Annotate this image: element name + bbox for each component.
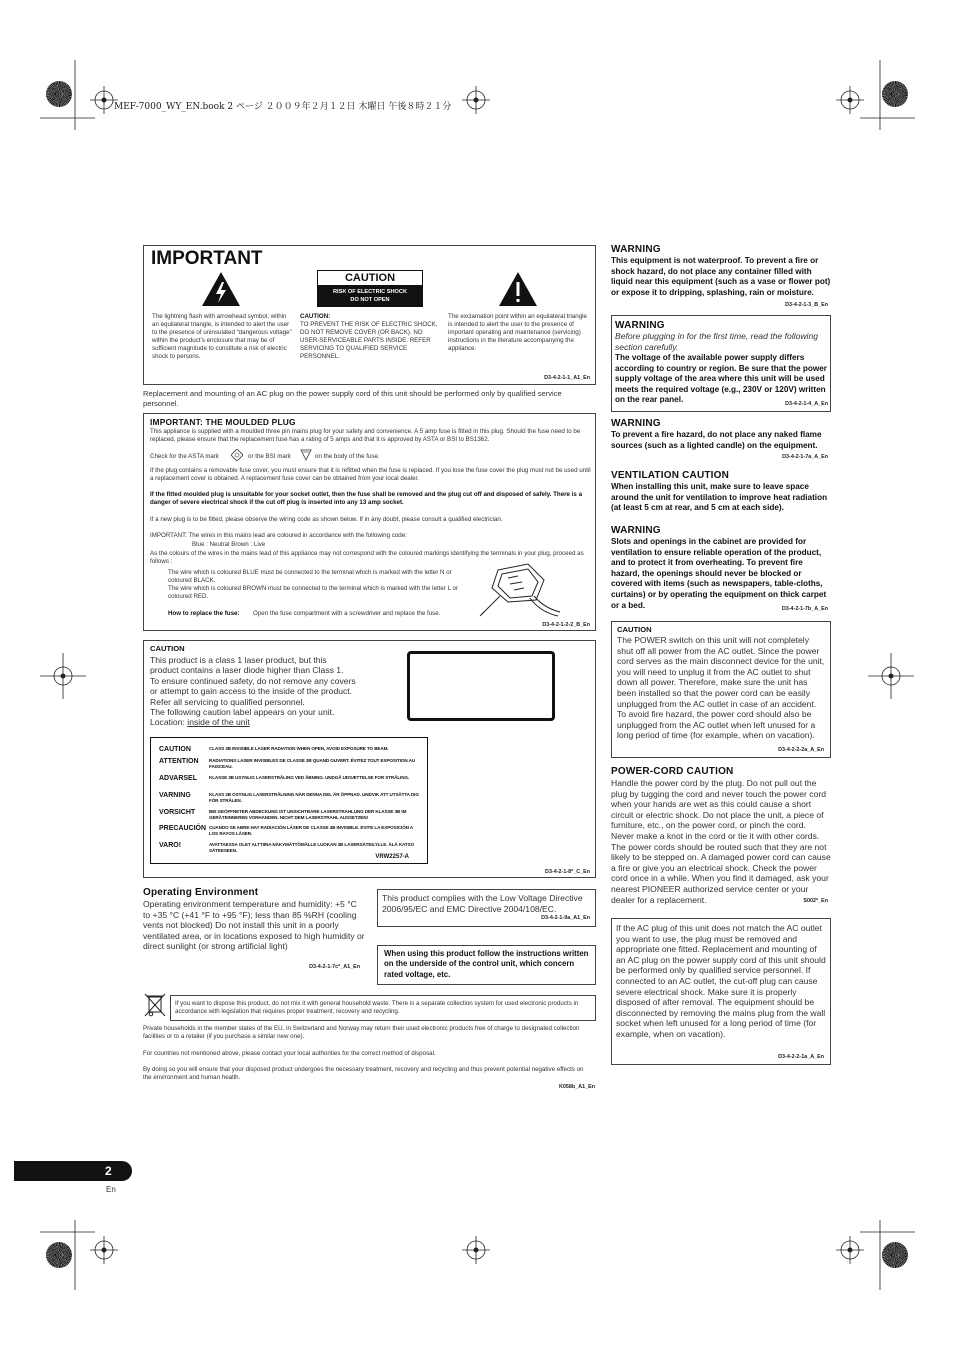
wheelie-bin-crossed-icon [143,992,167,1018]
plug-p6b: Blue : Neutral Brown : Live [192,541,266,548]
laser-location-value: inside of the unit [187,717,250,728]
plug-title: IMPORTANT: THE MOULDED PLUG [150,417,296,427]
warning-3-code: D3-4-2-1-7a_A_En [782,454,828,460]
laser-text-block [150,655,400,728]
important-code: D3-4-2-1-1_A1_En [544,375,590,381]
power-switch-caution-head: CAUTION [617,625,652,634]
warning-2-code: D3-4-2-1-4_A_En [785,401,828,407]
warning-4-head: WARNING [611,525,661,536]
lvd-code: D3-4-2-1-9a_A1_En [541,915,590,921]
laser-warning-label: CAUTION CLASS 3B INVISIBLE LASER RADIATION WHEN OPEN, AVOID EXPOSURE TO BEAM. ATTENTION RADIATIONS LASER INVISIBLES DE CLASSE 3B QUAND OUVERT. ÉVITEZ TOUT EXPOSITION AU FAISCEAU. ADVARSEL KLASSE 3B USYNLIG LASERSTRÅLING VED ÅBNING. UNDGÅ UDSÆTTELSE FOR STRÅLING. VARNING KLASS 3B OSYNLIG LASERSTRÅLNING NÄR DENNA DEL ÄR ÖPPNAD. UNDVIK ATT UTSÄTTA DIG FÖR STRÅLEN. VORSICHT BEI GEÖFFNETER ABDECKUNG IST UNSICHTBARE LASERSTRAHLUNG DER KLASSE 3B IM GERÄTEINNEREN VORHANDEN. NICHT DEM LASERSTRAHL AUSSETZEN! PRECAUCIÓN CUANDO SE ABRE HAY RADIACIÓN LÁSER DE CLASSE 3B INVISIBLE. EVITE LA EXPOSICIÓN A LOS RAYOS LÁSER. VARO! AVATTAESSA OLET ALTTIINA NÄKYMÄTTÖMÄLLE LUOKAN 3B LASERSÄTEILYLLE. ÄLÄ KATSO SÄTEESEEN. VRW2257-A [150,737,428,864]
laser-line-4: or attempt to gain access to the inside of the product. [150,686,353,697]
plug-asta-a: Check for the ASTA mark [150,453,220,460]
page-lang: En [106,1185,116,1194]
laser-line-6: The following caution label appears on your unit. [150,707,335,718]
exclamation-explanation: The exclamation point within an equilateral triangle is intended to alert the user to the presence of important operating and maintenance (servicing) instructions in the literature accompanying the appliance. [448,313,587,352]
plug-how-text: Open the fuse compartment with a screwdriver and replace the fuse. [253,610,441,617]
ventilation-head: VENTILATION CAUTION [611,470,730,481]
plug-p4: If the fitted moulded plug is unsuitable for your socket outlet, then the fuse shall be removed and the plug cut off and disposed of safely. There is a danger of severe electrical shock if the cut off plug is inserted into any 13 amp socket. [150,491,583,506]
warning-3-head: WARNING [611,418,661,429]
disposal-code: K058b_A1_En [559,1084,595,1090]
plug-wire-blue: The wire which is coloured BLUE must be connected to the terminal which is marked with the letter N or coloured BLACK. [168,569,452,584]
laser-line-5: Refer all servicing to qualified personnel. [150,696,305,707]
replacement-text: Replacement and mounting of an AC plug on the power supply cord of this unit should be performed only by qualified service personnel. [143,389,562,408]
uk-plug-illustration [478,560,562,620]
warning-2-head: WARNING [615,320,665,331]
plug-asta-c: on the body of the fuse. [315,453,380,460]
caution-label-sub2: DO NOT OPEN [350,297,390,303]
bsi-mark-icon [300,449,312,461]
laser-line-2: product contains a laser diode higher than Class 1. [150,665,344,676]
plug-asta-b: or the BSI mark [248,453,291,460]
book-header: MEF-7000_WY_EN.book 2 ページ ２００９年２月１２日 木曜日 午後８時２１分 [114,102,452,112]
power-cord-code: S002*_En [803,898,828,904]
warning-4-text: Slots and openings in the cabinet are provided for ventilation to ensure reliable operation of the product, and to protect it from overheating. To prevent fire hazard, the openings should never be blocked or covered with items (such as newspapers, table-cloths, curtains) or by operating the equipment on thick carpet or a bed. [611,537,827,610]
operating-text: Operating environment temperature and humidity: +5 °C to +35 °C (+41 °F to +95 °F); less than 85 %RH (cooling vents not blocked) Do not install this unit in a poorly ventilated area, or in locations exposed to high humidity or direct sunlight (or strong artificial light) [143,899,365,952]
lvd-text: This product complies with the Low Voltage Directive 2006/95/EC and EMC Directive 2004/108/EC. [382,893,583,914]
instructions-text: When using this product follow the instructions written on the underside of the control unit, which concern rated voltage, etc. [384,949,589,979]
label-code: VRW2257-A [375,854,409,860]
caution-text: TO PREVENT THE RISK OF ELECTRIC SHOCK, DO NOT REMOVE COVER (OR BACK). NO USER-SERVICEABLE PARTS INSIDE. REFER SERVICING TO QUALIFIED SERVICE PERSONNEL. [300,321,438,360]
power-switch-caution-text: The POWER switch on this unit will not completely shut off all power from the AC outlet. Since the power cord serves as the main disconnect device for the unit, you will need to unplug it from the AC outlet to shut down all power. Therefore, make sure the unit has been installed so that the power cord can be easily unplugged from the AC outlet in case of an accident. To avoid fire hazard, the power cord should also be unplugged from the AC outlet when left unused for a long period of time (for example, when on vacation). [617,635,825,741]
plug-p1: This appliance is supplied with a moulded three pin mains plug for your safety and convenience. A 5 amp fuse is fitted in this plug. Should the fuse need to be replaced, please ensure that the replacement fuse has a rating of 5 amps and that it is approved by ASTA or BSI to BS1362. [150,428,581,443]
warning-1-text: This equipment is not waterproof. To prevent a fire or shock hazard, do not place any container filled with liquid near this equipment (such as a vase or flower pot) or expose it to dripping, splashing, rain or moisture. [611,256,831,297]
caution-label [317,270,423,307]
disposal-p2: For countries not mentioned above, please contact your local authorities for the correct method of disposal. [143,1050,436,1057]
important-title: IMPORTANT [151,248,263,269]
ac-plug-text: If the AC plug of this unit does not match the AC outlet you want to use, the plug must be removed and appropriate one fitted. Replacement and mounting of an AC plug on the power supply cord of this unit should be performed only by qualified service personnel. If connected to an AC outlet, the cut-off plug can cause severe electrical shock. Make sure it is properly disposed of after removal. The equipment should be disconnected by removing the mains plug from the wall socket when left unused for a long period of time (for example, when on vacation). [616,923,826,1039]
power-cord-head: POWER-CORD CAUTION [611,766,734,777]
plug-wire-brown: The wire which is coloured BROWN must be connected to the terminal which is marked with the letter L or coloured RED. [168,585,459,600]
caution-label-sub1: RISK OF ELECTRIC SHOCK [333,289,407,295]
warning-3-text: To prevent a fire hazard, do not place any naked flame sources (such as a lighted candle) on the equipment. [611,430,822,450]
warning-4-code: D3-4-2-1-7b_A_En [781,606,828,612]
laser-location-label: Location: [150,717,185,728]
ac-plug-code: D3-4-2-2-1a_A_En [778,1054,824,1060]
asta-mark-icon [231,449,243,461]
plug-p5: If a new plug is to be fitted, please observe the wiring code as shown below. If in any doubt, please consult a qualified electrician. [150,516,503,523]
laser-code: D3-4-2-1-8*_C_En [545,869,590,875]
laser-line-1: This product is a class 1 laser product, but this [150,655,327,665]
lightning-warning-icon [200,270,242,308]
power-cord-text: Handle the power cord by the plug. Do not pull out the plug by tugging the cord and never touch the power cord when your hands are wet as this could cause a short circuit or electric shock. Do not place the unit, a piece of furniture, etc., on the power cord, or pinch the cord. Never make a knot in the cord or tie it with other cords. The power cords should be routed such that they are not likely to be stepped on. A damaged power cord can cause a fire or give you an electrical shock. Check the power cord once in a while. When you find it damaged, ask your nearest PIONEER authorized service center or your dealer for a replacement. [611,778,831,905]
disposal-p1: Private households in the member states of the EU, in Switzerland and Norway may return their used electronic products free of charge to designated collection facilities or to a retailer (if you purchase a similar new one). [143,1025,580,1040]
plug-p3: If the plug contains a removable fuse cover, you must ensure that it is refitted when the fuse is replaced. If you lose the fuse cover the plug must not be used until a replacement cover is obtained. A replacement fuse cover can be obtained from your local dealer. [150,467,591,482]
plug-how-head: How to replace the fuse: [168,610,240,617]
disposal-p3: By doing so you will ensure that your disposed product undergoes the necessary treatment, recovery and recycling and thus prevent potential negative effects on the environment and human health. [143,1066,584,1081]
caution-head: CAUTION: [300,313,331,320]
plug-p7: As the colours of the wires in the mains lead of this appliance may not correspond with the coloured markings identifying the terminals in your plug, proceed as follows : [150,550,584,565]
caution-label-title: CAUTION [344,272,396,284]
laser-label-frame [407,651,555,721]
warning-2-italic: Before plugging in for the first time, read the following section carefully. [615,331,819,352]
plug-code: D3-4-2-1-2-2_B_En [542,622,590,628]
page-number-tab [14,1161,132,1181]
ventilation-text: When installing this unit, make sure to leave space around the unit for ventilation to improve heat radiation (at least 5 cm at rear, and 5 cm at each side). [611,482,828,513]
warning-1-head: WARNING [611,244,661,255]
operating-title: Operating Environment [143,887,259,898]
page-number: 2 [105,1164,112,1178]
laser-head: CAUTION [150,644,185,653]
exclamation-warning-icon [497,270,539,308]
operating-code: D3-4-2-1-7c*_A1_En [309,964,360,970]
warning-2-text: The voltage of the available power supply differs according to country or region. Be sure that the power supply voltage of the area where this unit will be used meets the required voltage (e.g., 230V or 120V) written on the rear panel. [615,353,827,405]
warning-1-code: D3-4-2-1-3_B_En [785,302,828,308]
laser-line-3: To ensure continued safety, do not remove any covers [150,675,356,686]
lightning-explanation: The lightning flash with arrowhead symbol, within an equilateral triangle, is intended to alert the user to the presence of uninsulated “dangerous voltage” within the product’s enclosure that may be of sufficient magnitude to constitute a risk of electric shock to persons. [152,313,292,360]
disposal-box-text: If you want to dispose this product, do not mix it with general household waste. There is a separate collection system for used electronic products in accordance with legislation that requires proper treatment, recovery and recycling. [175,1000,579,1015]
power-switch-caution-code: D3-4-2-2-2a_A_En [778,747,824,753]
plug-p6: IMPORTANT: The wires in this mains lead are coloured in accordance with the following code: [150,532,407,539]
